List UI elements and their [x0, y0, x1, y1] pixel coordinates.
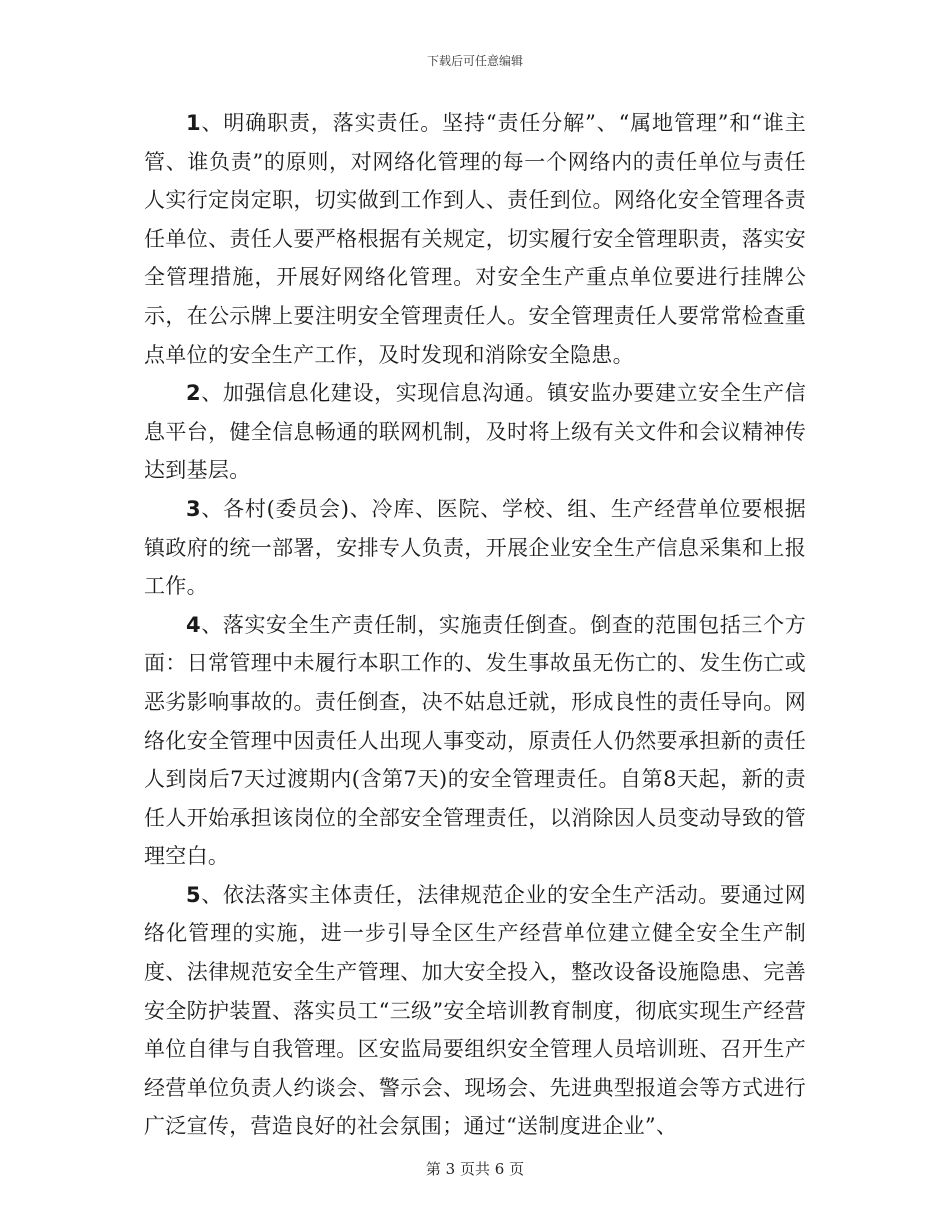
paragraph-number: 1 — [186, 111, 201, 135]
paragraph-text: 、明确职责，落实责任。坚持“责任分解”、“属地管理”和“谁主管、谁负责”的原则，对网络化管理的每一个网络内的责任单位与责任人实行定岗定职，切实做到工作到人、责任到位。网络化安全管理各责任单位、责任人要严格根据有关规定，切实履行安全管理职责，落实安全管理措施，开展好网络化管理。对安全生产重点单位要进行挂牌公示，在公示牌上要注明安全管理责任人。安全管理责任人要常常检查重点单位的安全生产工作，及时发现和消除安全隐患。 — [144, 111, 806, 367]
paragraph-3 — [144, 490, 806, 606]
paragraph-1 — [144, 104, 806, 374]
paragraph-5 — [144, 876, 806, 1146]
paragraph-text: 、加强信息化建设，实现信息沟通。镇安监办要建立安全生产信息平台，健全信息畅通的联网机制，及时将上级有关文件和会议精神传达到基层。 — [144, 381, 806, 483]
paragraph-number: 3 — [186, 496, 201, 521]
document-body — [144, 104, 806, 1146]
paragraph-2 — [144, 374, 806, 490]
page-header: 下载后可任意编辑 — [426, 54, 523, 68]
paragraph-number: 4 — [186, 612, 201, 637]
paragraph-number: 5 — [186, 882, 201, 907]
page-footer: 第 3 页共 6 页 — [425, 1160, 525, 1178]
paragraph-number: 2 — [186, 381, 201, 406]
paragraph-text: 、各村(委员会)、冷库、医院、学校、组、生产经营单位要根据镇政府的统一部署，安排专人负责，开展企业安全生产信息采集和上报工作。 — [144, 496, 806, 599]
paragraph-4 — [144, 606, 806, 876]
paragraph-text: 、依法落实主体责任，法律规范企业的安全生产活动。要通过网络化管理的实施，进一步引导全区生产经营单位建立健全安全生产制度、法律规范安全生产管理、加大安全投入，整改设备设施隐患、完善安全防护装置、落实员工“三级”安全培训教育制度，彻底实现生产经营单位自律与自我管理。区安监局要组织安全管理人员培训班、召开生产经营单位负责人约谈会、警示会、现场会、先进典型报道会等方式进行广泛宣传，营造良好的社会氛围；通过“送制度进企业”、 — [144, 882, 806, 1139]
paragraph-text: 、落实安全生产责任制，实施责任倒查。倒查的范围包括三个方面：日常管理中未履行本职工作的、发生事故虽无伤亡的、发生伤亡或恶劣影响事故的。责任倒查，决不姑息迁就，形成良性的责任导向。网络化安全管理中因责任人出现人事变动，原责任人仍然要承担新的责任人到岗后7天过渡期内(含第7天)的安全管理责任。自第8天起，新的责任人开始承担该岗位的全部安全管理责任，以消除因人员变动导致的管理空白。 — [144, 612, 806, 869]
